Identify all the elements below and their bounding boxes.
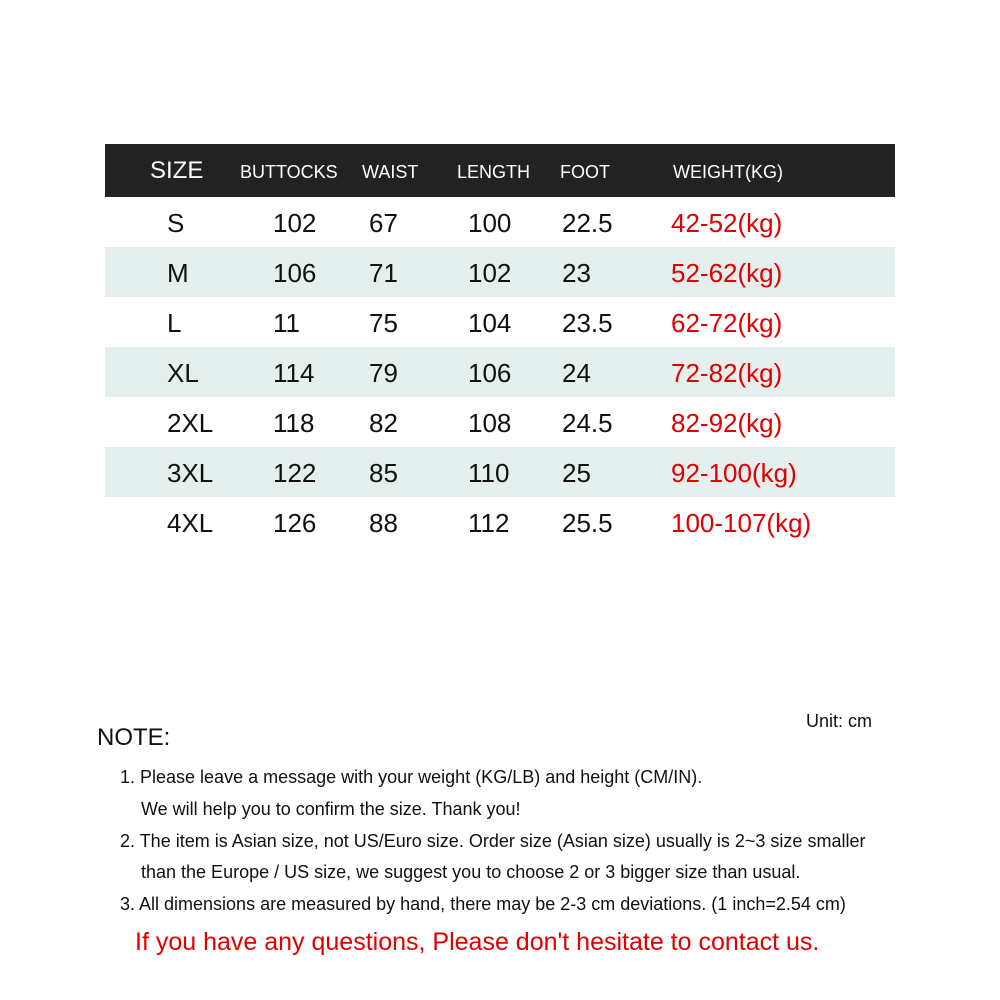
cell-foot: 25: [562, 458, 591, 488]
header-weight: WEIGHT(KG): [673, 162, 783, 182]
cell-waist: 85: [369, 458, 398, 488]
cell-foot: 24: [562, 358, 591, 388]
cell-buttocks: 114: [273, 358, 315, 388]
cell-length: 102: [468, 258, 512, 288]
cell-size: XL: [167, 358, 199, 388]
cell-size: M: [167, 258, 189, 288]
table-row: [105, 497, 895, 547]
note-line-3: 3. All dimensions are measured by hand, there may be 2-3 cm deviations. (1 inch=2.54 cm): [120, 894, 846, 914]
note-line-1: 1. Please leave a message with your weight (KG/LB) and height (CM/IN).: [120, 767, 703, 787]
cell-length: 108: [468, 408, 512, 438]
cell-weight: 100-107(kg): [671, 508, 812, 538]
table-row: [105, 397, 895, 447]
header-length: LENGTH: [457, 162, 531, 182]
cell-waist: 71: [369, 258, 398, 288]
cell-foot: 23.5: [562, 308, 613, 338]
note-line-2-continued: than the Europe / US size, we suggest you to choose 2 or 3 bigger size than usual.: [141, 862, 801, 882]
header-waist: WAIST: [362, 162, 419, 182]
cell-waist: 79: [369, 358, 398, 388]
cell-size: 2XL: [167, 408, 214, 438]
cell-foot: 22.5: [562, 208, 613, 238]
cell-size: 4XL: [167, 508, 214, 538]
cell-waist: 82: [369, 408, 398, 438]
cell-weight: 92-100(kg): [671, 458, 797, 488]
cell-length: 100: [468, 208, 512, 238]
unit-label: Unit: cm: [806, 711, 873, 731]
cell-weight: 72-82(kg): [671, 358, 783, 388]
table-row: [105, 447, 895, 497]
cell-size: L: [167, 308, 182, 338]
note-line-2: 2. The item is Asian size, not US/Euro size. Order size (Asian size) usually is 2~3 size smaller: [120, 831, 866, 851]
cell-foot: 25.5: [562, 508, 613, 538]
table-row: [105, 347, 895, 397]
cell-size: 3XL: [167, 458, 214, 488]
cell-buttocks: 118: [273, 408, 315, 438]
note-line-1-continued: We will help you to confirm the size. Thank you!: [141, 799, 521, 819]
cell-waist: 67: [369, 208, 398, 238]
note-title: NOTE:: [97, 724, 171, 751]
table-header: [105, 144, 895, 197]
cell-length: 104: [468, 308, 512, 338]
cell-length: 110: [468, 458, 510, 488]
table-row: [105, 247, 895, 297]
cell-foot: 24.5: [562, 408, 613, 438]
size-table: [105, 144, 895, 547]
contact-message: If you have any questions, Please don't hesitate to contact us.: [135, 928, 820, 956]
cell-buttocks: 126: [273, 508, 317, 538]
cell-weight: 82-92(kg): [671, 408, 783, 438]
cell-length: 106: [468, 358, 512, 388]
header-buttocks: BUTTOCKS: [240, 162, 338, 182]
cell-buttocks: 106: [273, 258, 317, 288]
cell-foot: 23: [562, 258, 591, 288]
table-row: [105, 297, 895, 347]
cell-buttocks: 11: [273, 308, 300, 338]
cell-length: 112: [468, 508, 510, 538]
cell-weight: 42-52(kg): [671, 208, 783, 238]
cell-waist: 75: [369, 308, 398, 338]
cell-buttocks: 102: [273, 208, 317, 238]
cell-waist: 88: [369, 508, 398, 538]
header-foot: FOOT: [560, 162, 610, 182]
cell-weight: 62-72(kg): [671, 308, 783, 338]
cell-size: S: [167, 208, 185, 238]
header-size: SIZE: [150, 157, 204, 184]
table-row: [105, 197, 895, 247]
cell-buttocks: 122: [273, 458, 317, 488]
cell-weight: 52-62(kg): [671, 258, 783, 288]
